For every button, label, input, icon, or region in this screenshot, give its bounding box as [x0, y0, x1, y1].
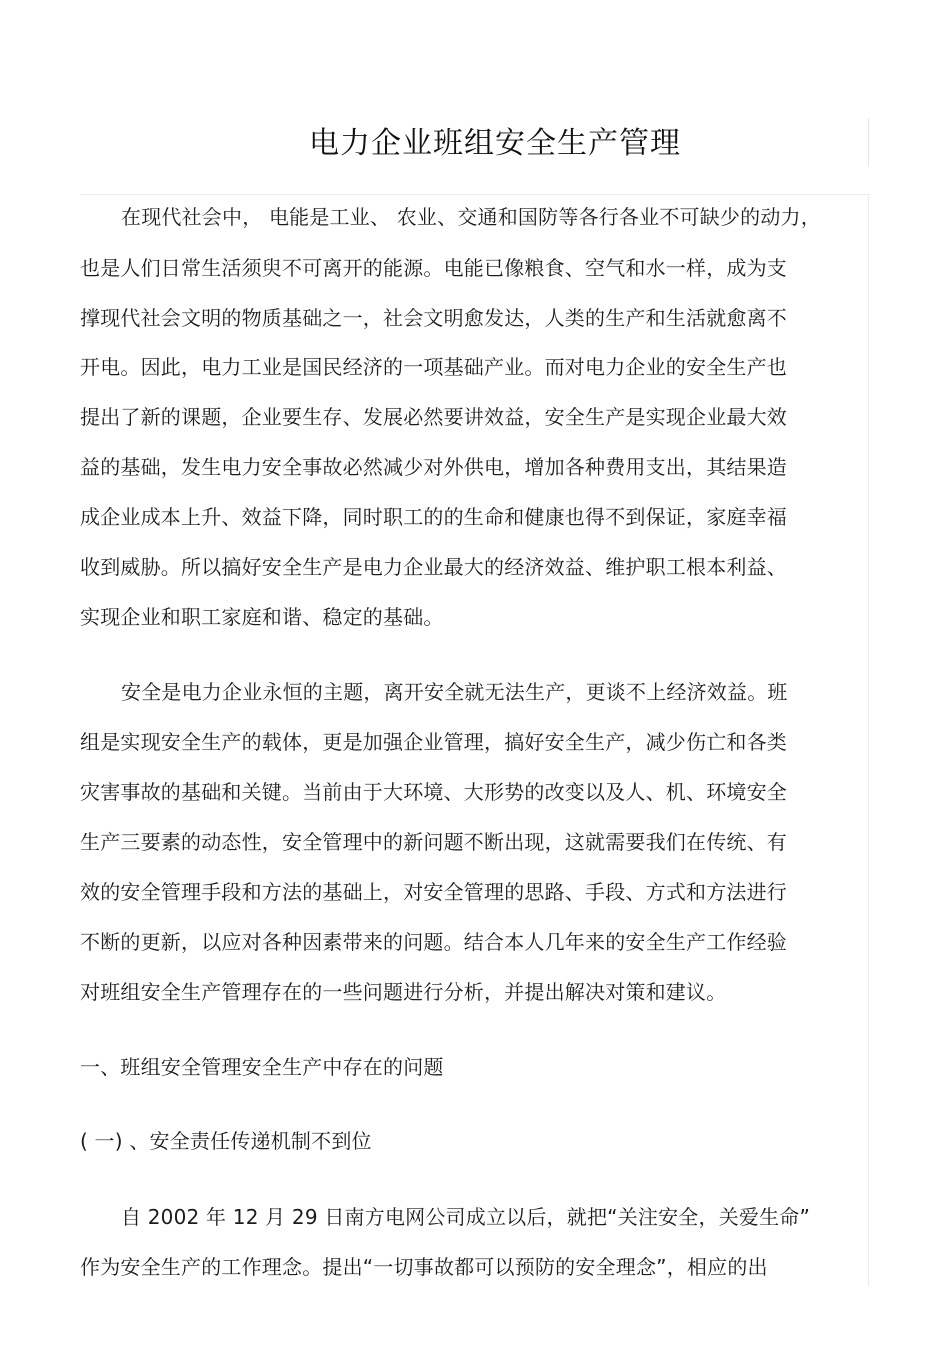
- page-margin-line: [868, 196, 869, 1286]
- paragraph-line: 在现代社会中， 电能是工业、 农业、交通和国防等各行各业不可缺少的动力，: [121, 205, 821, 229]
- paragraph-line: 收到威胁。所以搞好安全生产是电力企业最大的经济效益、维护职工根本利益、: [80, 555, 787, 579]
- paragraph-line: 实现企业和职工家庭和谐、稳定的基础。: [80, 605, 444, 629]
- paragraph-line: 生产三要素的动态性，安全管理中的新问题不断出现，这就需要我们在传统、有: [80, 830, 787, 854]
- paragraph-line: 自 2002 年 12 月 29 日南方电网公司成立以后，就把“关注安全，关爱生命”: [121, 1205, 811, 1229]
- paragraph-line: 益的基础，发生电力安全事故必然减少对外供电，增加各种费用支出，其结果造: [80, 455, 787, 479]
- paragraph-line: 效的安全管理手段和方法的基础上，对安全管理的思路、手段、方式和方法进行: [80, 880, 787, 904]
- paragraph-line: 组是实现安全生产的载体，更是加强企业管理，搞好安全生产，减少伤亡和各类: [80, 730, 787, 754]
- subsection-heading: ( 一) 、安全责任传递机制不到位: [80, 1129, 372, 1153]
- paragraph-line: 也是人们日常生活须臾不可离开的能源。电能已像粮食、空气和水一样，成为支: [80, 256, 787, 280]
- paragraph-line: 安全是电力企业永恒的主题，离开安全就无法生产，更谈不上经济效益。班: [121, 680, 788, 704]
- paragraph-line: 开电。因此，电力工业是国民经济的一项基础产业。而对电力企业的安全生产也: [80, 355, 787, 379]
- page-divider-horizontal: [80, 194, 870, 195]
- section-heading: 一、班组安全管理安全生产中存在的问题: [80, 1055, 444, 1079]
- paragraph-line: 不断的更新，以应对各种因素带来的问题。结合本人几年来的安全生产工作经验: [80, 930, 787, 954]
- paragraph-line: 灾害事故的基础和关键。当前由于大环境、大形势的改变以及人、机、环境安全: [80, 780, 787, 804]
- document-title: 电力企业班组安全生产管理: [309, 126, 681, 161]
- paragraph-line: 提出了新的课题，企业要生存、发展必然要讲效益，安全生产是实现企业最大效: [80, 405, 787, 429]
- paragraph-line: 对班组安全生产管理存在的一些问题进行分析，并提出解决对策和建议。: [80, 980, 727, 1004]
- paragraph-line: 成企业成本上升、效益下降，同时职工的的生命和健康也得不到保证，家庭幸福: [80, 505, 787, 529]
- paragraph-line: 作为安全生产的工作理念。提出“一切事故都可以预防的安全理念”，相应的出: [80, 1255, 768, 1279]
- paragraph-line: 撑现代社会文明的物质基础之一，社会文明愈发达，人类的生产和生活就愈离不: [80, 306, 787, 330]
- page-divider-vertical: [868, 118, 869, 166]
